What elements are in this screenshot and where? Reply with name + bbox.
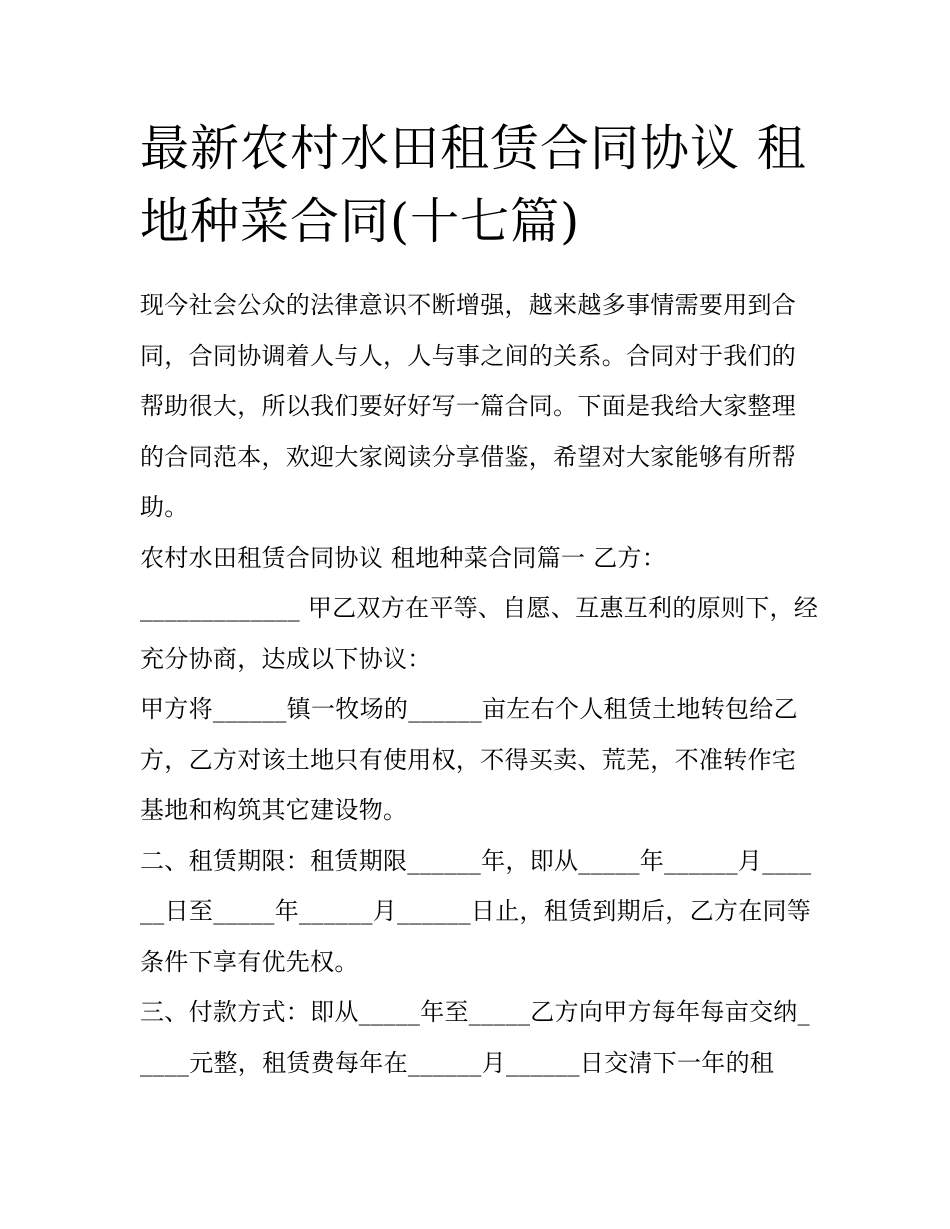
intro-paragraph: 现今社会公众的法律意识不断增强，越来越多事情需要用到合同，合同协调着人与人，人与事之间的关系。合同对于我们的帮助很大，所以我们要好好写一篇合同。下面是我给大家整理的合同范本，欢迎大家阅读分享借鉴，希望对大家能够有所帮助。: [140, 291, 797, 521]
agreement-preamble: _____________ 甲乙双方在平等、自愿、互惠互利的原则下，经充分协商，达成以下协议：: [140, 594, 819, 673]
document-page: [140, 112, 820, 1088]
clause-land-transfer: 甲方将______镇一牧场的______亩左右个人租赁土地转包给乙方，乙方对该土地只有使用权，不得买卖、荒芜，不准转作宅基地和构筑其它建设物。: [140, 695, 798, 824]
clause-payment-method: 三、付款方式：即从_____年至_____乙方向甲方每年每亩交纳_____元整，租赁费每年在______月______日交清下一年的租: [140, 998, 810, 1077]
section-heading: 农村水田租赁合同协议 租地种菜合同篇一 乙方：: [140, 543, 667, 572]
clause-lease-term: 二、租赁期限：租赁期限______年，即从_____年______月______日至_____年______月______日止，租赁到期后，乙方在同等条件下享有优先权。: [140, 846, 812, 976]
document-title: 最新农村水田租赁合同协议 租地种菜合同(十七篇): [140, 120, 807, 250]
document-body: [140, 280, 820, 1088]
